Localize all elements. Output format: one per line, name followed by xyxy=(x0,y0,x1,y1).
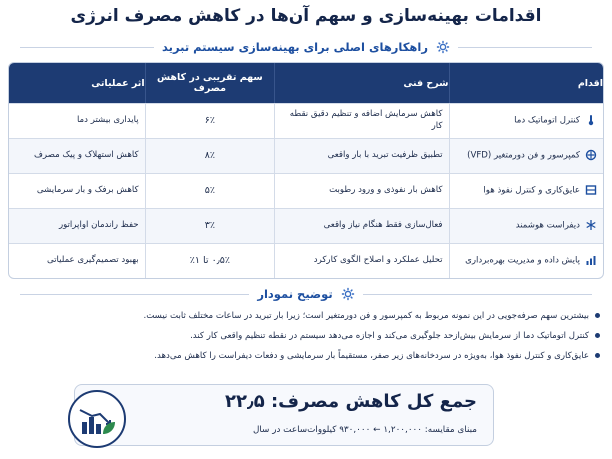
header-share: سهم تقریبی در کاهش مصرف xyxy=(145,63,275,103)
cell-share: ۶٪ xyxy=(145,103,275,138)
cell-action xyxy=(449,173,603,208)
action-label: کنترل اتوماتیک دما xyxy=(514,115,580,126)
cell-effect: پایداری بیشتر دما xyxy=(9,103,145,138)
divider xyxy=(20,47,154,48)
declining-chart-leaf-icon xyxy=(70,392,124,446)
table-row xyxy=(9,243,603,278)
cell-share: ۰٫۵٪ تا ۱٪ xyxy=(145,243,275,278)
energy-badge xyxy=(68,390,126,448)
cell-action xyxy=(449,243,603,278)
explanation-list xyxy=(10,306,600,366)
comparison-basis: مبنای مقایسه: ۱,۲۰۰,۰۰۰ ← ۹۳۰,۰۰۰ کیلووات‌ساعت در سال xyxy=(252,425,477,435)
list-item: کنترل اتوماتیک دما از سرمایش بیش‌ازحد جلوگیری می‌کند و اجازه می‌دهد سیستم در نقطه تنظیم واقعی کار کند. xyxy=(10,326,600,346)
action-label: عایق‌کاری و کنترل نفوذ هوا xyxy=(483,185,580,196)
cell-action xyxy=(449,138,603,173)
cell-share: ۳٪ xyxy=(145,208,275,243)
subtitle: راهکارهای اصلی برای بهینه‌سازی سیستم تبرید xyxy=(162,40,428,54)
cell-tech: کاهش بار نفوذی و ورود رطوبت xyxy=(274,173,448,208)
table-row xyxy=(9,208,603,243)
cell-effect: بهبود تصمیم‌گیری عملیاتی xyxy=(9,243,145,278)
cell-tech: تحلیل عملکرد و اصلاح الگوی کارکرد xyxy=(274,243,448,278)
header-effect: اثر عملیاتی xyxy=(9,63,145,103)
cell-share: ۸٪ xyxy=(145,138,275,173)
action-label: پایش داده و مدیریت بهره‌برداری xyxy=(465,255,580,266)
table-header-row xyxy=(9,63,603,103)
cell-action xyxy=(449,208,603,243)
cell-effect: کاهش برفک و بار سرمایشی xyxy=(9,173,145,208)
summary-box xyxy=(74,384,494,446)
gear-icon xyxy=(436,40,450,54)
cell-share: ۵٪ xyxy=(145,173,275,208)
header-tech: شرح فنی xyxy=(274,63,448,103)
action-label: دیفراست هوشمند xyxy=(515,220,580,231)
header-action: اقدام xyxy=(449,63,603,103)
table-row xyxy=(9,138,603,173)
measures-table xyxy=(8,62,604,279)
total-reduction: جمع کل کاهش مصرف: ۲۲٫۵ xyxy=(225,391,477,412)
cell-effect: حفظ راندمان اواپراتور xyxy=(9,208,145,243)
gear-icon xyxy=(341,287,355,301)
thermometer-icon xyxy=(585,114,597,126)
table-row xyxy=(9,103,603,138)
cell-tech: کاهش سرمایش اضافه و تنظیم دقیق نقطه کار xyxy=(274,103,448,138)
page-title: اقدامات بهینه‌سازی و سهم آن‌ها در کاهش مصرف انرژی xyxy=(70,6,542,26)
explanation-title: توضیح نمودار xyxy=(257,287,333,301)
table-row xyxy=(9,173,603,208)
divider xyxy=(363,294,592,295)
cell-tech: فعال‌سازی فقط هنگام نیاز واقعی xyxy=(274,208,448,243)
cell-tech: تطبیق ظرفیت تبرید با بار واقعی xyxy=(274,138,448,173)
cell-effect: کاهش استهلاک و پیک مصرف xyxy=(9,138,145,173)
snowflake-icon xyxy=(585,219,597,231)
chart-icon xyxy=(585,254,597,266)
cell-action xyxy=(449,103,603,138)
list-item: عایق‌کاری و کنترل نفوذ هوا، به‌ویژه در سردخانه‌های زیر صفر، مستقیماً بار سرمایشی و دفعات دیفراست را کاهش می‌دهد. xyxy=(10,346,600,366)
subtitle-row xyxy=(20,40,592,54)
compressor-icon xyxy=(585,149,597,161)
explanation-header xyxy=(20,287,592,301)
divider xyxy=(458,47,592,48)
action-label: کمپرسور و فن دورمتغیر (VFD) xyxy=(467,150,580,161)
list-item: بیشترین سهم صرفه‌جویی در این نمونه مربوط به کمپرسور و فن دورمتغیر است؛ زیرا بار تبرید در ساعات مختلف ثابت نیست. xyxy=(10,306,600,326)
insulation-icon xyxy=(585,184,597,196)
divider xyxy=(20,294,249,295)
